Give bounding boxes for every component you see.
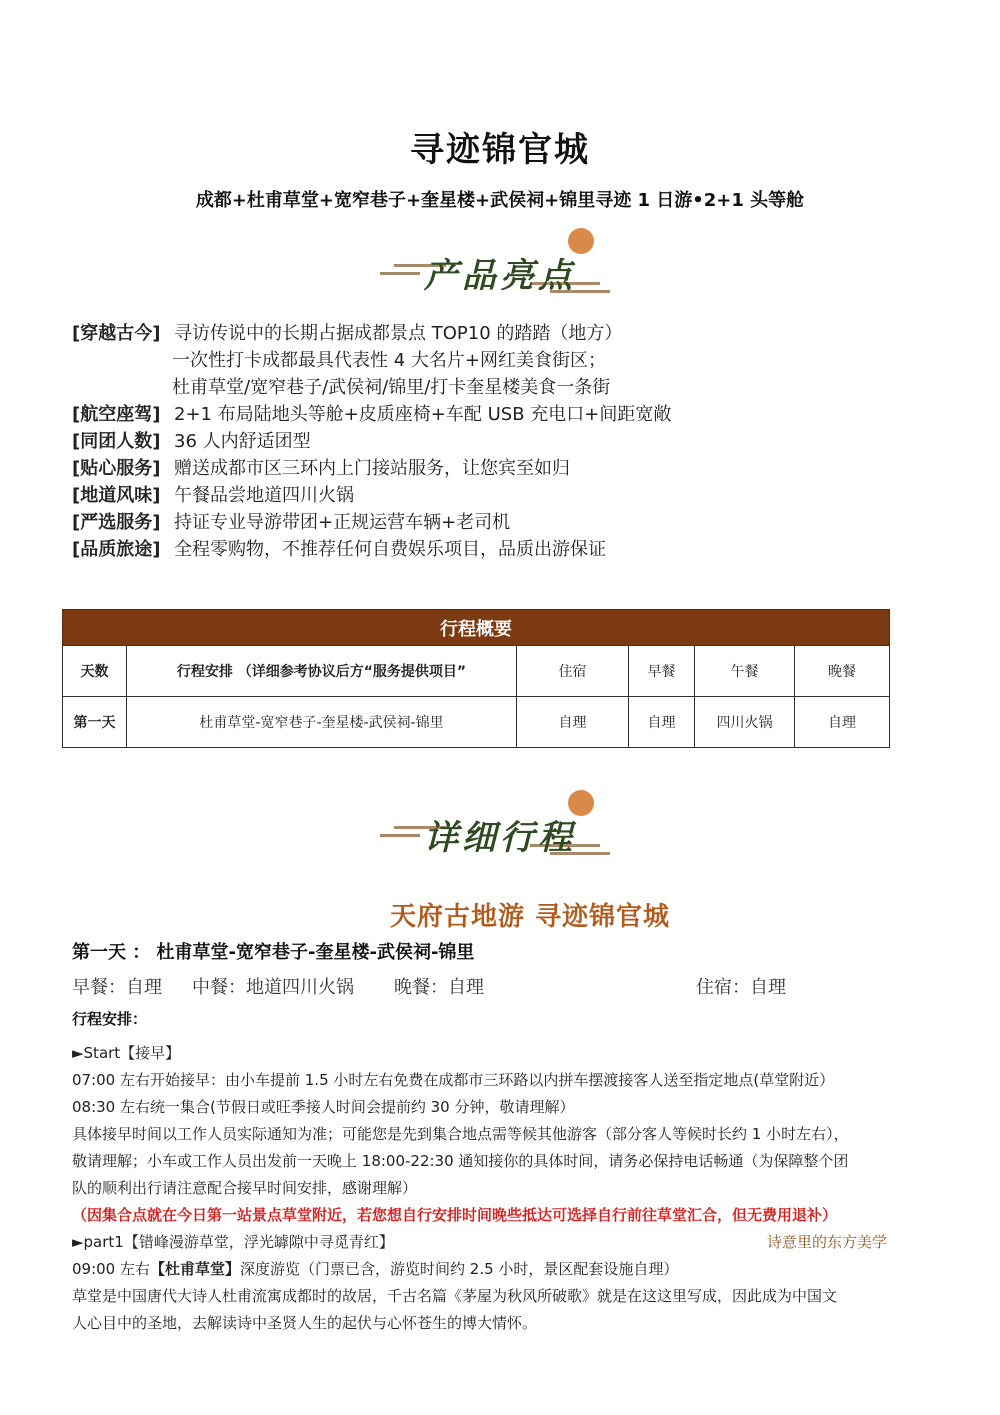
highlight-text: 午餐品尝地道四川火锅 — [174, 485, 354, 506]
dinner-info: 晚餐：自理 — [394, 977, 484, 998]
header-lunch: 午餐 — [695, 646, 795, 697]
table-title: 行程概要 — [63, 610, 890, 646]
highlight-text: 寻访传说中的长期占据成都景点 TOP10 的踏踏（地方） — [174, 323, 623, 344]
itinerary-line: 07:00 左右开始接早：由小车提前 1.5 小时左右免费在成都市三环路以内拼车摆渡接客人送至指定地点(草堂附近） — [72, 1071, 835, 1089]
highlight-tag: [贴心服务] — [72, 458, 161, 479]
highlight-text: 赠送成都市区三环内上门接站服务，让您宾至如归 — [174, 458, 570, 479]
highlight-item — [72, 401, 932, 428]
highlight-item — [72, 320, 932, 347]
header-day: 天数 — [63, 646, 127, 697]
itinerary-line: ►Start【接早】 — [72, 1044, 181, 1062]
header-schedule: 行程安排 （详细参考协议后方“服务提供项目” — [127, 646, 517, 697]
detail-heading-text: 详细行程 — [424, 818, 576, 858]
highlight-text: 持证专业导游带团+正规运营车辆+老司机 — [174, 512, 511, 533]
itinerary-line: 08:30 左右统一集合(节假日或旺季接人时间会提前约 30 分钟，敬请理解） — [72, 1098, 575, 1116]
highlights-list — [72, 320, 932, 563]
cell-schedule: 杜甫草堂-宽窄巷子-奎星楼-武侯祠-锦里 — [127, 697, 517, 748]
part1-note: 诗意里的东方美学 — [767, 1233, 888, 1251]
highlight-tag: [穿越古今] — [72, 323, 161, 344]
document-subtitle: 成都+杜甫草堂+宽窄巷子+奎星楼+武侯祠+锦里寻迹 1 日游•2+1 头等舱 — [195, 190, 805, 211]
table-row — [63, 697, 890, 748]
breakfast-info: 早餐：自理 — [72, 977, 162, 998]
header-dinner: 晚餐 — [795, 646, 890, 697]
part1-title: ►part1【错峰漫游草堂，浮光罅隙中寻觅青红】 — [72, 1233, 394, 1251]
highlights-heading — [380, 228, 620, 308]
highlight-item — [72, 509, 932, 536]
highlight-item — [72, 455, 932, 482]
document-title: 寻迹锦官城 — [410, 130, 590, 170]
highlight-tag: [地道风味] — [72, 485, 161, 506]
highlight-item — [72, 428, 932, 455]
dufu-desc: 深度游览（门票已含，游览时间约 2.5 小时，景区配套设施自理） — [240, 1260, 679, 1278]
detail-heading — [380, 790, 620, 870]
plan-label: 行程安排： — [72, 1010, 148, 1028]
lunch-info: 中餐：地道四川火锅 — [192, 977, 354, 998]
table-header-row — [63, 646, 890, 697]
highlight-text: 36 人内舒适团型 — [174, 431, 311, 452]
itinerary-line: 草堂是中国唐代大诗人杜甫流寓成都时的故居，千古名篇《茅屋为秋风所破歌》就是在这这里写成，因此成为中国文 — [72, 1287, 838, 1305]
itinerary-line: 人心目中的圣地，去解读诗中圣贤人生的起伏与心怀苍生的博大情怀。 — [72, 1314, 538, 1332]
itinerary-summary-table — [62, 609, 890, 748]
itinerary-line-part1 — [72, 1229, 942, 1256]
itinerary-line: 具体接早时间以工作人员实际通知为准；可能您是先到集合地点需等候其他游客（部分客人等候时长约 1 小时左右）， — [72, 1125, 849, 1143]
cell-lunch: 四川火锅 — [695, 697, 795, 748]
highlight-item — [72, 536, 932, 563]
cell-day: 第一天 — [63, 697, 127, 748]
header-lodging: 住宿 — [517, 646, 629, 697]
cell-breakfast: 自理 — [629, 697, 695, 748]
highlight-tag: [品质旅途] — [72, 539, 161, 560]
header-breakfast: 早餐 — [629, 646, 695, 697]
itinerary-line: 敬请理解；小车或工作人员出发前一天晚上 18:00-22:30 通知接你的具体时间，请务必保持电话畅通（为保障整个团 — [72, 1152, 849, 1170]
dufu-spot: 【杜甫草堂】 — [150, 1260, 241, 1278]
highlight-continuation: 一次性打卡成都最具代表性 4 大名片+网红美食街区； — [172, 350, 606, 371]
highlight-tag: [航空座驾] — [72, 404, 161, 425]
cell-dinner: 自理 — [795, 697, 890, 748]
highlight-text: 全程零购物，不推荐任何自费娱乐项目，品质出游保证 — [174, 539, 606, 560]
itinerary-line-dufu — [72, 1256, 942, 1283]
itinerary-body — [72, 1040, 942, 1337]
day-heading: 第一天 ： 杜甫草堂-宽窄巷子-奎星楼-武侯祠-锦里 — [72, 942, 475, 963]
highlight-tag: [严选服务] — [72, 512, 161, 533]
highlights-heading-text: 产品亮点 — [424, 256, 576, 296]
tour-heading: 天府古地游 寻迹锦官城 — [389, 902, 671, 932]
dufu-time: 09:00 左右 — [72, 1260, 150, 1278]
itinerary-warning: （因集合点就在今日第一站景点草堂附近，若您想自行安排时间晚些抵达可选择自行前往草堂汇合，但无费用退补） — [72, 1206, 838, 1224]
highlight-text: 2+1 布局陆地头等舱+皮质座椅+车配 USB 充电口+间距宽敞 — [174, 404, 672, 425]
lodging-info: 住宿：自理 — [696, 977, 786, 998]
cell-lodging: 自理 — [517, 697, 629, 748]
highlight-continuation: 杜甫草堂/宽窄巷子/武侯祠/锦里/打卡奎星楼美食一条街 — [172, 377, 611, 398]
highlight-tag: [同团人数] — [72, 431, 161, 452]
itinerary-line: 队的顺利出行请注意配合接早时间安排，感谢理解） — [72, 1179, 418, 1197]
highlight-item — [72, 482, 932, 509]
